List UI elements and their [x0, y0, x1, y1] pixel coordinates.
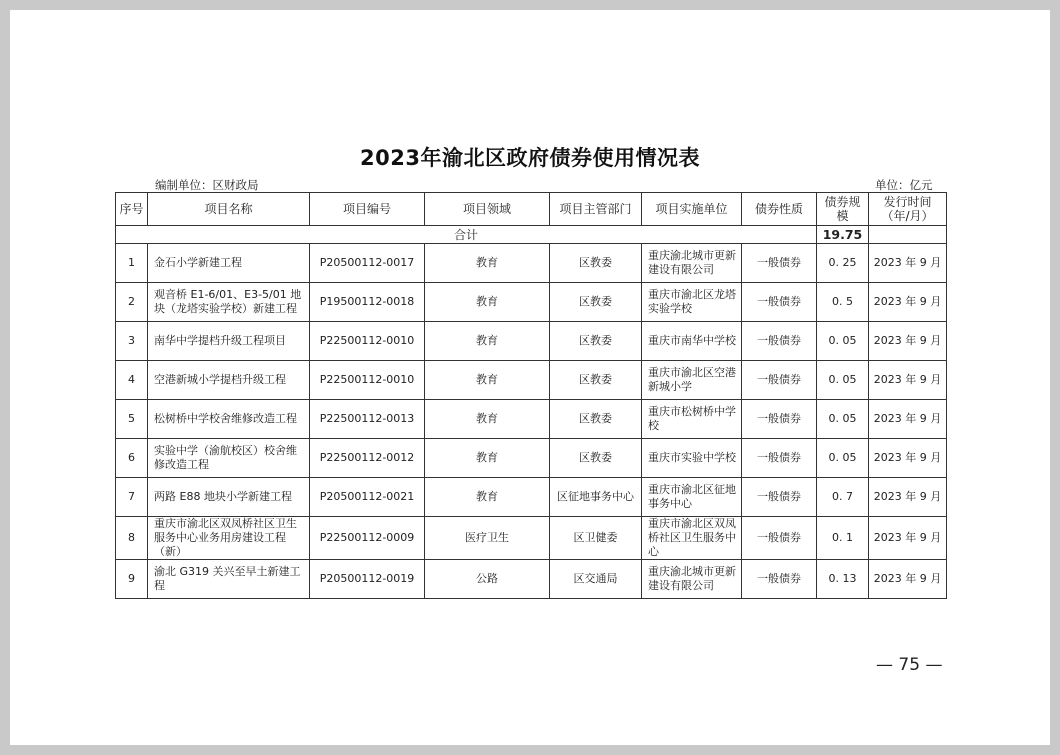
cell-date: 2023 年 9 月 [869, 517, 947, 560]
header-no: 序号 [116, 193, 148, 226]
cell-name: 重庆市渝北区双凤桥社区卫生服务中心业务用房建设工程（新） [148, 517, 310, 560]
cell-no: 1 [116, 244, 148, 283]
cell-type: 一般债券 [742, 244, 817, 283]
table-row [116, 439, 947, 478]
cell-name: 松树桥中学校舍维修改造工程 [148, 400, 310, 439]
cell-no: 9 [116, 560, 148, 599]
cell-amount: 0. 05 [817, 439, 869, 478]
cell-no: 5 [116, 400, 148, 439]
cell-field: 公路 [425, 560, 550, 599]
cell-name: 实验中学（渝航校区）校舍维修改造工程 [148, 439, 310, 478]
header-name: 项目名称 [148, 193, 310, 226]
cell-date: 2023 年 9 月 [869, 439, 947, 478]
cell-field: 医疗卫生 [425, 517, 550, 560]
total-amount: 19.75 [817, 226, 869, 244]
cell-type: 一般债券 [742, 517, 817, 560]
cell-dept: 区教委 [550, 322, 642, 361]
header-type: 债券性质 [742, 193, 817, 226]
compiler-label: 编制单位：区财政局 [155, 178, 259, 192]
cell-type: 一般债券 [742, 361, 817, 400]
cell-name: 空港新城小学提档升级工程 [148, 361, 310, 400]
table-row [116, 517, 947, 560]
header-dept: 项目主管部门 [550, 193, 642, 226]
table-row [116, 283, 947, 322]
page-title: 2023年渝北区政府债券使用情况表 [360, 146, 700, 170]
cell-code: P22500112-0012 [310, 439, 425, 478]
cell-no: 8 [116, 517, 148, 560]
header-date: 发行时间（年/月） [869, 193, 947, 226]
cell-amount: 0. 5 [817, 283, 869, 322]
cell-name: 两路 E88 地块小学新建工程 [148, 478, 310, 517]
cell-date: 2023 年 9 月 [869, 322, 947, 361]
cell-name: 观音桥 E1-6/01、E3-5/01 地块（龙塔实验学校）新建工程 [148, 283, 310, 322]
cell-amount: 0. 25 [817, 244, 869, 283]
cell-dept: 区卫健委 [550, 517, 642, 560]
cell-date: 2023 年 9 月 [869, 478, 947, 517]
cell-code: P19500112-0018 [310, 283, 425, 322]
cell-code: P22500112-0009 [310, 517, 425, 560]
header-code: 项目编号 [310, 193, 425, 226]
cell-code: P22500112-0013 [310, 400, 425, 439]
cell-unit: 重庆市松树桥中学校 [642, 400, 742, 439]
cell-no: 4 [116, 361, 148, 400]
table-row [116, 400, 947, 439]
table-row [116, 244, 947, 283]
cell-amount: 0. 05 [817, 400, 869, 439]
cell-no: 6 [116, 439, 148, 478]
cell-unit: 重庆市渝北区双凤桥社区卫生服务中心 [642, 517, 742, 560]
cell-code: P20500112-0019 [310, 560, 425, 599]
cell-type: 一般债券 [742, 283, 817, 322]
cell-code: P22500112-0010 [310, 322, 425, 361]
cell-field: 教育 [425, 283, 550, 322]
cell-date: 2023 年 9 月 [869, 244, 947, 283]
cell-unit: 重庆渝北城市更新建设有限公司 [642, 244, 742, 283]
cell-amount: 0. 05 [817, 361, 869, 400]
cell-unit: 重庆渝北城市更新建设有限公司 [642, 560, 742, 599]
cell-dept: 区教委 [550, 283, 642, 322]
cell-field: 教育 [425, 322, 550, 361]
cell-amount: 0. 05 [817, 322, 869, 361]
cell-type: 一般债券 [742, 400, 817, 439]
cell-name: 金石小学新建工程 [148, 244, 310, 283]
cell-code: P20500112-0017 [310, 244, 425, 283]
cell-amount: 0. 13 [817, 560, 869, 599]
cell-no: 3 [116, 322, 148, 361]
cell-date: 2023 年 9 月 [869, 560, 947, 599]
cell-type: 一般债券 [742, 322, 817, 361]
cell-unit: 重庆市渝北区征地事务中心 [642, 478, 742, 517]
cell-name: 渝北 G319 关兴至早土新建工程 [148, 560, 310, 599]
cell-dept: 区教委 [550, 439, 642, 478]
cell-date: 2023 年 9 月 [869, 283, 947, 322]
cell-type: 一般债券 [742, 478, 817, 517]
cell-dept: 区教委 [550, 361, 642, 400]
cell-no: 7 [116, 478, 148, 517]
cell-dept: 区教委 [550, 400, 642, 439]
cell-dept: 区教委 [550, 244, 642, 283]
cell-code: P20500112-0021 [310, 478, 425, 517]
table-row [116, 322, 947, 361]
cell-unit: 重庆市渝北区空港新城小学 [642, 361, 742, 400]
cell-amount: 0. 7 [817, 478, 869, 517]
cell-field: 教育 [425, 400, 550, 439]
cell-field: 教育 [425, 478, 550, 517]
total-empty-cell [869, 226, 947, 244]
cell-date: 2023 年 9 月 [869, 400, 947, 439]
cell-code: P22500112-0010 [310, 361, 425, 400]
total-row [116, 226, 947, 244]
cell-name: 南华中学提档升级工程项目 [148, 322, 310, 361]
bond-usage-table [115, 192, 947, 599]
cell-date: 2023 年 9 月 [869, 361, 947, 400]
cell-dept: 区交通局 [550, 560, 642, 599]
cell-dept: 区征地事务中心 [550, 478, 642, 517]
cell-type: 一般债券 [742, 560, 817, 599]
cell-unit: 重庆市渝北区龙塔实验学校 [642, 283, 742, 322]
table-header-row [116, 193, 947, 226]
cell-field: 教育 [425, 244, 550, 283]
cell-amount: 0. 1 [817, 517, 869, 560]
cell-field: 教育 [425, 361, 550, 400]
cell-unit: 重庆市实验中学校 [642, 439, 742, 478]
cell-unit: 重庆市南华中学校 [642, 322, 742, 361]
page-number: — 75 — [876, 655, 943, 675]
cell-no: 2 [116, 283, 148, 322]
table-row [116, 478, 947, 517]
table-row [116, 361, 947, 400]
header-field: 项目领域 [425, 193, 550, 226]
total-label: 合计 [116, 226, 817, 244]
cell-type: 一般债券 [742, 439, 817, 478]
header-unit: 项目实施单位 [642, 193, 742, 226]
unit-label: 单位：亿元 [875, 178, 933, 192]
table-row [116, 560, 947, 599]
header-amount: 债券规模 [817, 193, 869, 226]
cell-field: 教育 [425, 439, 550, 478]
